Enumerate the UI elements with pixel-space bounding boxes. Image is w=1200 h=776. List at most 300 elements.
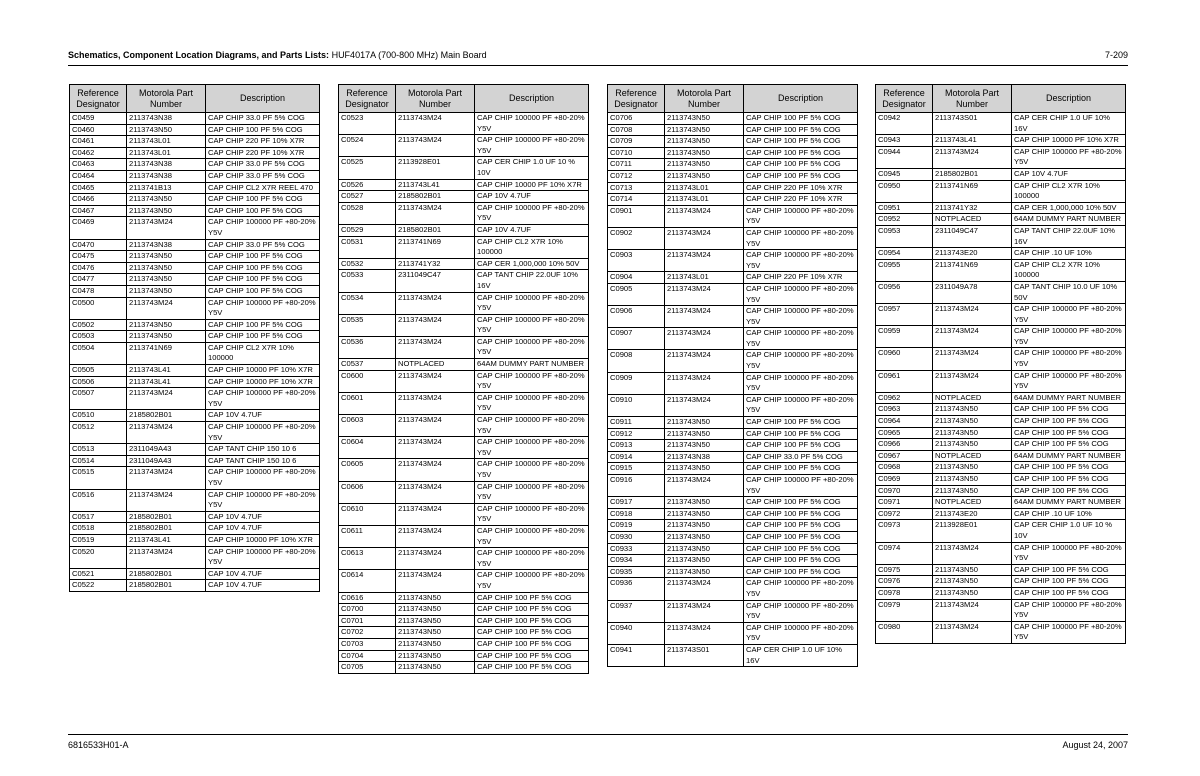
table-row: [608, 531, 858, 543]
reference-designator: C0943: [876, 135, 933, 147]
part-number: 2113743L01: [665, 272, 744, 284]
part-number: 2113743M24: [933, 348, 1012, 370]
reference-designator: C0978: [876, 587, 933, 599]
reference-designator: C0902: [608, 227, 665, 249]
description: CAP CHIP 100 PF 5% COG: [475, 592, 589, 604]
part-number: 2113743N50: [396, 592, 475, 604]
reference-designator: C0537: [339, 359, 396, 371]
table-row: [70, 136, 320, 148]
part-number: 2113743M24: [933, 146, 1012, 168]
part-number: NOTPLACED: [933, 392, 1012, 404]
table-row: [70, 182, 320, 194]
table-row: [608, 543, 858, 555]
description: CAP 10V 4.7UF: [1012, 168, 1126, 180]
description: CAP CHIP 100 PF 5% COG: [744, 113, 858, 125]
table-row: [70, 534, 320, 546]
reference-designator: C0961: [876, 370, 933, 392]
description: CAP CER 1,000,000 10% 50V: [475, 258, 589, 270]
description: CAP CHIP 100 PF 5% COG: [744, 170, 858, 182]
part-number: 2113743M24: [933, 542, 1012, 564]
reference-designator: C0935: [608, 566, 665, 578]
table-row: [339, 604, 589, 616]
table-row: [608, 159, 858, 171]
description: CAP CHIP 100000 PF +80-20% Y5V: [744, 250, 858, 272]
part-number: 2113743N50: [665, 440, 744, 452]
reference-designator: C0531: [339, 236, 396, 258]
description: CAP CHIP 100000 PF +80-20% Y5V: [475, 481, 589, 503]
reference-designator: C0966: [876, 439, 933, 451]
table-row: [608, 182, 858, 194]
part-number: 2113743M24: [933, 621, 1012, 643]
part-number: 2311049C47: [933, 225, 1012, 247]
table-row: [608, 328, 858, 350]
description: CAP CHIP 100 PF 5% COG: [475, 662, 589, 674]
description: CAP CHIP 100 PF 5% COG: [1012, 485, 1126, 497]
reference-designator: C0606: [339, 481, 396, 503]
description: CAP CHIP 100 PF 5% COG: [1012, 427, 1126, 439]
part-number: 2113741Y32: [933, 202, 1012, 214]
table-row: [70, 331, 320, 343]
table-row: [608, 372, 858, 394]
part-number: 2113743M24: [665, 328, 744, 350]
description: CAP CHIP 100000 PF +80-20% Y5V: [744, 328, 858, 350]
table-row: [339, 157, 589, 179]
description: CAP 10V 4.7UF: [206, 511, 320, 523]
part-number: 2113743N50: [933, 474, 1012, 486]
description: CAP CER CHIP 1.0 UF 10% 16V: [744, 644, 858, 666]
part-number: 2113743M24: [396, 415, 475, 437]
reference-designator: C0507: [70, 388, 127, 410]
reference-designator: C0611: [339, 525, 396, 547]
part-number: 2113743N50: [665, 113, 744, 125]
description: CAP CHIP 100000 PF +80-20% Y5V: [475, 570, 589, 592]
description: CAP CHIP 100 PF 5% COG: [1012, 587, 1126, 599]
part-number: 2113743M24: [396, 292, 475, 314]
table-row: [339, 592, 589, 604]
reference-designator: C0712: [608, 170, 665, 182]
table-row: [339, 224, 589, 236]
table-row: [876, 202, 1126, 214]
table-row: [876, 621, 1126, 643]
table-row: [70, 113, 320, 125]
table-row: [339, 236, 589, 258]
part-number: 2113743M24: [665, 306, 744, 328]
parts-table-4: [875, 84, 1126, 644]
description: 64AM DUMMY PART NUMBER: [475, 359, 589, 371]
part-number: 2113743N38: [127, 113, 206, 125]
part-number: 2113743L41: [127, 534, 206, 546]
reference-designator: C0906: [608, 306, 665, 328]
table-row: [70, 523, 320, 535]
description: CAP CHIP 100000 PF +80-20% Y5V: [475, 548, 589, 570]
reference-designator: C0971: [876, 497, 933, 509]
table-row: [339, 392, 589, 414]
table-row: [339, 481, 589, 503]
reference-designator: C0708: [608, 124, 665, 136]
col-header-part-number: Motorola Part Number: [665, 85, 744, 113]
part-number: NOTPLACED: [933, 497, 1012, 509]
part-number: 2113743N50: [665, 520, 744, 532]
description: CAP CHIP 100 PF 5% COG: [744, 566, 858, 578]
table-row: [876, 520, 1126, 542]
part-number: 2113743M24: [665, 578, 744, 600]
reference-designator: C0514: [70, 455, 127, 467]
part-number: 2113743N50: [933, 462, 1012, 474]
reference-designator: C0700: [339, 604, 396, 616]
reference-designator: C0532: [339, 258, 396, 270]
description: CAP 10V 4.7UF: [206, 410, 320, 422]
description: CAP CHIP 100000 PF +80-20% Y5V: [475, 525, 589, 547]
col-header-description: Description: [475, 85, 589, 113]
doc-number: 6816533H01-A: [68, 740, 129, 750]
part-number: 2113743N50: [665, 531, 744, 543]
table-row: [608, 440, 858, 452]
part-number: 2113743M24: [127, 489, 206, 511]
part-number: 2113743M24: [396, 113, 475, 135]
table-row: [876, 404, 1126, 416]
table-row: [876, 326, 1126, 348]
description: CAP CHIP 33.0 PF 5% COG: [206, 159, 320, 171]
description: CAP CHIP 100000 PF +80-20% Y5V: [744, 394, 858, 416]
table-row: [608, 147, 858, 159]
part-number: 2113743M24: [396, 459, 475, 481]
description: CAP 10V 4.7UF: [475, 224, 589, 236]
part-number: 2113743N38: [127, 239, 206, 251]
reference-designator: C0505: [70, 365, 127, 377]
table-row: [339, 270, 589, 292]
part-number: 2113743M24: [396, 336, 475, 358]
table-row: [608, 578, 858, 600]
table-row: [608, 283, 858, 305]
table-row: [608, 566, 858, 578]
reference-designator: C0710: [608, 147, 665, 159]
table-row: [876, 113, 1126, 135]
table-row: [608, 622, 858, 644]
description: CAP CHIP 100 PF 5% COG: [206, 319, 320, 331]
table-row: [876, 259, 1126, 281]
reference-designator: C0957: [876, 304, 933, 326]
reference-designator: C0504: [70, 342, 127, 364]
part-number: 2113743L41: [933, 135, 1012, 147]
table-row: [608, 250, 858, 272]
reference-designator: C0512: [70, 422, 127, 444]
part-number: 2113743M24: [665, 475, 744, 497]
reference-designator: C0601: [339, 392, 396, 414]
part-number: 2113743L41: [127, 365, 206, 377]
description: CAP CHIP 100 PF 5% COG: [1012, 404, 1126, 416]
table-row: [876, 427, 1126, 439]
part-number: 2113743N50: [396, 650, 475, 662]
part-number: 2113743M24: [396, 370, 475, 392]
table-row: [339, 570, 589, 592]
description: CAP CHIP 100000 PF +80-20% Y5V: [206, 217, 320, 239]
description: CAP CHIP 100000 PF +80-20% Y5V: [206, 388, 320, 410]
reference-designator: C0703: [339, 638, 396, 650]
table-row: [70, 489, 320, 511]
header-title-rest: HUF4017A (700-800 MHz) Main Board: [329, 50, 487, 60]
table-row: [876, 587, 1126, 599]
reference-designator: C0934: [608, 555, 665, 567]
part-number: 2113743M24: [933, 599, 1012, 621]
description: CAP CHIP 220 PF 10% X7R: [744, 272, 858, 284]
table-row: [876, 146, 1126, 168]
reference-designator: C0967: [876, 450, 933, 462]
table-row: [876, 168, 1126, 180]
part-number: 2113743N50: [665, 566, 744, 578]
reference-designator: C0510: [70, 410, 127, 422]
part-number: 2113743M24: [396, 570, 475, 592]
part-number: 2113743N50: [665, 555, 744, 567]
part-number: 2185802B01: [396, 224, 475, 236]
reference-designator: C0905: [608, 283, 665, 305]
description: CAP TANT CHIP 150 10 6: [206, 455, 320, 467]
table-row: [70, 319, 320, 331]
part-number: 2113743N50: [665, 417, 744, 429]
reference-designator: C0466: [70, 194, 127, 206]
part-number: NOTPLACED: [933, 214, 1012, 226]
table-row: [339, 627, 589, 639]
reference-designator: C0535: [339, 314, 396, 336]
reference-designator: C0520: [70, 546, 127, 568]
table-row: [339, 650, 589, 662]
description: CAP CHIP 100000 PF +80-20% Y5V: [475, 292, 589, 314]
part-number: 2113743M24: [933, 326, 1012, 348]
part-number: 2185802B01: [127, 580, 206, 592]
table-row: [876, 542, 1126, 564]
reference-designator: C0613: [339, 548, 396, 570]
reference-designator: C0478: [70, 285, 127, 297]
reference-designator: C0616: [339, 592, 396, 604]
part-number: 2113743N50: [665, 147, 744, 159]
description: CAP CHIP 100 PF 5% COG: [206, 205, 320, 217]
table-row: [339, 113, 589, 135]
col-header-part-number: Motorola Part Number: [127, 85, 206, 113]
description: CAP 10V 4.7UF: [206, 568, 320, 580]
description: CAP CHIP 100 PF 5% COG: [475, 615, 589, 627]
part-number: 2113743N38: [127, 159, 206, 171]
table-row: [608, 497, 858, 509]
part-number: 2113743L01: [665, 194, 744, 206]
part-number: 2113928E01: [396, 157, 475, 179]
description: CAP CHIP 100000 PF +80-20% Y5V: [475, 459, 589, 481]
description: CAP CHIP 100 PF 5% COG: [206, 251, 320, 263]
table-row: [70, 580, 320, 592]
table-row: [70, 262, 320, 274]
part-number: 2113743M24: [396, 503, 475, 525]
part-number: 2113743N50: [396, 638, 475, 650]
description: CAP CHIP 220 PF 10% X7R: [744, 194, 858, 206]
table-row: [70, 124, 320, 136]
description: CAP CHIP 100000 PF +80-20% Y5V: [475, 370, 589, 392]
part-number: 2113743N50: [665, 508, 744, 520]
part-number: 2113743M24: [127, 467, 206, 489]
description: CAP CHIP 100 PF 5% COG: [475, 604, 589, 616]
table-row: [876, 462, 1126, 474]
description: CAP CHIP 100 PF 5% COG: [1012, 462, 1126, 474]
part-number: 2113743N38: [665, 451, 744, 463]
part-number: 2113743N50: [127, 205, 206, 217]
part-number: 2113743N50: [127, 319, 206, 331]
reference-designator: C0528: [339, 202, 396, 224]
reference-designator: C0711: [608, 159, 665, 171]
reference-designator: C0964: [876, 416, 933, 428]
part-number: 2113743N50: [665, 136, 744, 148]
table-row: [876, 485, 1126, 497]
part-number: 2113743M24: [396, 135, 475, 157]
reference-designator: C0917: [608, 497, 665, 509]
reference-designator: C0953: [876, 225, 933, 247]
description: CAP CER CHIP 1.0 UF 10 % 10V: [475, 157, 589, 179]
part-number: 2113743M24: [665, 205, 744, 227]
table-row: [70, 170, 320, 182]
description: CAP CHIP 100000 PF +80-20% Y5V: [744, 283, 858, 305]
reference-designator: C0904: [608, 272, 665, 284]
reference-designator: C0614: [339, 570, 396, 592]
description: CAP CHIP 100000 PF +80-20% Y5V: [1012, 621, 1126, 643]
part-number: 2113743E20: [933, 508, 1012, 520]
table-row: [70, 444, 320, 456]
reference-designator: C0523: [339, 113, 396, 135]
description: CAP CHIP 100000 PF +80-20% Y5V: [475, 336, 589, 358]
reference-designator: C0941: [608, 644, 665, 666]
description: CAP TANT CHIP 10.0 UF 10% 50V: [1012, 281, 1126, 303]
part-number: 2113741N69: [127, 342, 206, 364]
part-number: 2113743M24: [396, 392, 475, 414]
table-row: [70, 365, 320, 377]
reference-designator: C0936: [608, 578, 665, 600]
table-row: [608, 644, 858, 666]
description: CAP CHIP .10 UF 10%: [1012, 248, 1126, 260]
reference-designator: C0954: [876, 248, 933, 260]
description: CAP CHIP 100 PF 5% COG: [1012, 474, 1126, 486]
table-row: [70, 388, 320, 410]
description: CAP CHIP 10000 PF 10% X7R: [206, 365, 320, 377]
table-row: [608, 194, 858, 206]
reference-designator: C0526: [339, 179, 396, 191]
reference-designator: C0714: [608, 194, 665, 206]
part-number: 2113741N69: [933, 180, 1012, 202]
description: CAP CHIP 100 PF 5% COG: [1012, 564, 1126, 576]
description: CAP CHIP CL2 X7R 10% 100000: [1012, 259, 1126, 281]
table-row: [876, 416, 1126, 428]
page-number: 7-209: [1104, 50, 1128, 60]
col-header-reference: Reference Designator: [339, 85, 396, 113]
table-row: [70, 467, 320, 489]
reference-designator: C0603: [339, 415, 396, 437]
description: CAP 10V 4.7UF: [475, 191, 589, 203]
description: CAP CHIP 100 PF 5% COG: [1012, 439, 1126, 451]
reference-designator: C0534: [339, 292, 396, 314]
reference-designator: C0467: [70, 205, 127, 217]
reference-designator: C0527: [339, 191, 396, 203]
reference-designator: C0701: [339, 615, 396, 627]
table-row: [608, 417, 858, 429]
reference-designator: C0705: [339, 662, 396, 674]
description: CAP CHIP 100 PF 5% COG: [744, 508, 858, 520]
reference-designator: C0937: [608, 600, 665, 622]
part-number: NOTPLACED: [933, 450, 1012, 462]
description: CAP CHIP 100 PF 5% COG: [744, 428, 858, 440]
part-number: 2113743S01: [665, 644, 744, 666]
col-header-reference: Reference Designator: [70, 85, 127, 113]
reference-designator: C0912: [608, 428, 665, 440]
reference-designator: C0513: [70, 444, 127, 456]
table-row: [339, 615, 589, 627]
description: CAP CHIP 100 PF 5% COG: [1012, 576, 1126, 588]
reference-designator: C0919: [608, 520, 665, 532]
part-number: 2113743M24: [665, 227, 744, 249]
reference-designator: C0464: [70, 170, 127, 182]
description: CAP CHIP 100000 PF +80-20% Y5V: [206, 489, 320, 511]
description: CAP CHIP 100000 PF +80-20% Y5V: [475, 314, 589, 336]
description: CAP CHIP 100000 PF +80-20% Y5V: [744, 372, 858, 394]
part-number: 2113743N50: [127, 124, 206, 136]
table-row: [339, 202, 589, 224]
reference-designator: C0962: [876, 392, 933, 404]
reference-designator: C0963: [876, 404, 933, 416]
reference-designator: C0516: [70, 489, 127, 511]
part-number: 2113743L41: [396, 179, 475, 191]
reference-designator: C0909: [608, 372, 665, 394]
reference-designator: C0515: [70, 467, 127, 489]
description: CAP CHIP 100 PF 5% COG: [744, 159, 858, 171]
reference-designator: C0709: [608, 136, 665, 148]
part-number: 2185802B01: [396, 191, 475, 203]
part-number: 2311049A43: [127, 455, 206, 467]
table-row: [70, 511, 320, 523]
description: CAP CHIP 100 PF 5% COG: [1012, 416, 1126, 428]
reference-designator: C0969: [876, 474, 933, 486]
reference-designator: C0476: [70, 262, 127, 274]
description: CAP CHIP 100000 PF +80-20% Y5V: [475, 135, 589, 157]
table-row: [339, 638, 589, 650]
table-row: [339, 179, 589, 191]
description: CAP CHIP 100000 PF +80-20% Y5V: [1012, 542, 1126, 564]
table-row: [608, 170, 858, 182]
table-row: [876, 508, 1126, 520]
part-number: 2113743N50: [933, 485, 1012, 497]
col-header-part-number: Motorola Part Number: [933, 85, 1012, 113]
table-row: [608, 124, 858, 136]
part-number: 2113743M24: [665, 622, 744, 644]
description: CAP TANT CHIP 22.0UF 10% 16V: [1012, 225, 1126, 247]
reference-designator: C0704: [339, 650, 396, 662]
part-number: 2113743N50: [396, 604, 475, 616]
part-number: 2113741N69: [396, 236, 475, 258]
table-row: [608, 508, 858, 520]
table-row: [70, 568, 320, 580]
part-number: 2113743N50: [127, 262, 206, 274]
part-number: 2185802B01: [933, 168, 1012, 180]
reference-designator: C0914: [608, 451, 665, 463]
reference-designator: C0522: [70, 580, 127, 592]
col-header-reference: Reference Designator: [608, 85, 665, 113]
table-row: [876, 135, 1126, 147]
table-row: [339, 258, 589, 270]
description: CAP CHIP 100000 PF +80-20% Y5V: [206, 467, 320, 489]
description: CAP CHIP 100000 PF +80-20% Y5V: [475, 113, 589, 135]
parts-table-3: [607, 84, 858, 667]
parts-table-2: [338, 84, 589, 674]
description: CAP CHIP 100000 PF +80-20% Y5V: [206, 297, 320, 319]
table-row: [608, 205, 858, 227]
description: CAP CHIP 100000 PF +80-20% Y5V: [744, 622, 858, 644]
description: CAP CHIP 100 PF 5% COG: [206, 274, 320, 286]
description: CAP CHIP 220 PF 10% X7R: [206, 136, 320, 148]
description: CAP CER 1,000,000 10% 50V: [1012, 202, 1126, 214]
part-number: 2311049C47: [396, 270, 475, 292]
table-row: [339, 437, 589, 459]
